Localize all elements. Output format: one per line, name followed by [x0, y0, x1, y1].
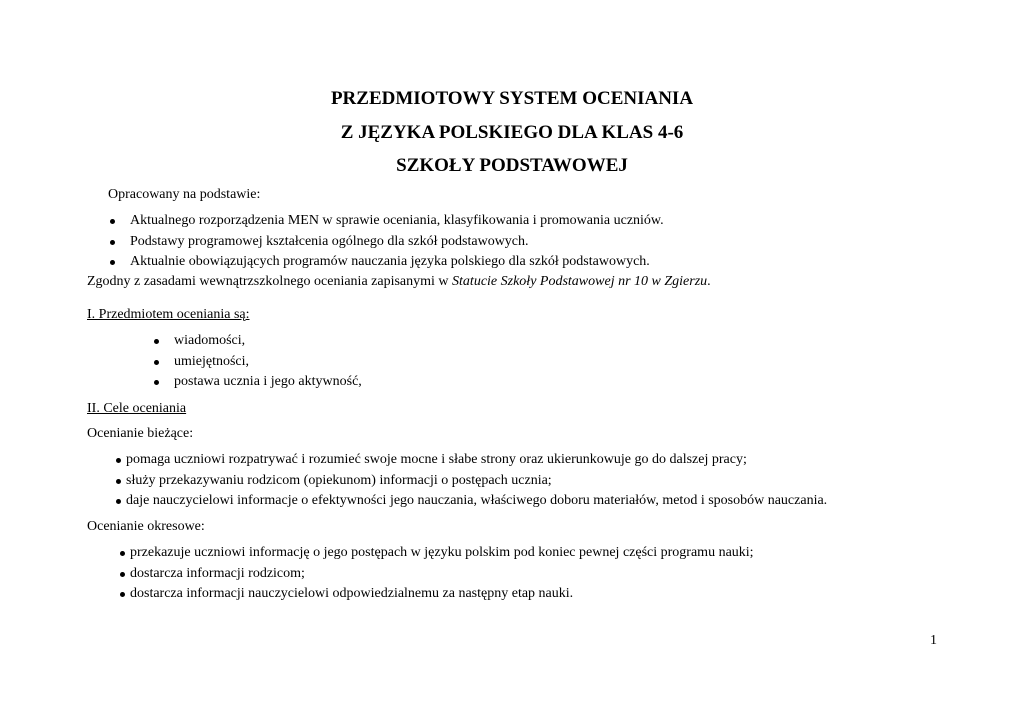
bullet-icon [120, 551, 125, 556]
document-title-line-3: SZKOŁY PODSTAWOWEJ [396, 155, 628, 176]
list-item: Aktualnego rozporządzenia MEN w sprawie oceniania, klasyfikowania i promowania uczniów. [108, 211, 664, 232]
document-title-line-1: PRZEDMIOTOWY SYSTEM OCENIANIA [330, 88, 694, 109]
bullet-icon [116, 458, 121, 463]
bullet-icon [120, 572, 125, 577]
list-item: dostarcza informacji nauczycielowi odpowiedzialnemu za następny etap nauki. [118, 584, 754, 605]
list-item: służy przekazywaniu rodzicom (opiekunom) informacji o postępach ucznia; [114, 471, 827, 492]
intro-text: Opracowany na podstawie: [108, 187, 261, 202]
list-item: wiadomości, [152, 331, 362, 352]
list-item: Podstawy programowej kształcenia ogólnego dla szkół podstawowych. [108, 232, 664, 253]
current-assessment-label: Ocenianie bieżące: [87, 426, 194, 441]
bullet-icon [154, 339, 159, 344]
section-1-heading: I. Przedmiotem oceniania są: [87, 307, 250, 322]
bullet-icon [110, 260, 115, 265]
current-assessment-list [114, 450, 827, 512]
compliance-text: Zgodny z zasadami wewnątrzszkolnego oceniania zapisanymi w Statucie Szkoły Podstawowej nr 10 w Zgierzu. [87, 274, 711, 289]
section-2-heading: II. Cele oceniania [87, 401, 187, 416]
list-item: umiejętności, [152, 352, 362, 373]
bullet-icon [154, 380, 159, 385]
bullet-icon [110, 240, 115, 245]
list-item: dostarcza informacji rodzicom; [118, 564, 754, 585]
page-number: 1 [930, 633, 937, 648]
document-title-line-2: Z JĘZYKA POLSKIEGO DLA KLAS 4-6 [340, 122, 684, 143]
sources-list [108, 211, 664, 273]
bullet-icon [116, 499, 121, 504]
list-item: daje nauczycielowi informacje o efektywności jego nauczania, właściwego doboru materiałów, metod i sposobów nauczania. [114, 491, 827, 512]
periodic-assessment-label: Ocenianie okresowe: [87, 519, 205, 534]
list-item: pomaga uczniowi rozpatrywać i rozumieć swoje mocne i słabe strony oraz ukierunkowuje go do dalszej pracy; [114, 450, 827, 471]
bullet-icon [154, 360, 159, 365]
bullet-icon [116, 479, 121, 484]
assessment-scope-list [152, 331, 362, 393]
list-item: postawa ucznia i jego aktywność, [152, 372, 362, 393]
bullet-icon [110, 219, 115, 224]
bullet-icon [120, 592, 125, 597]
list-item: Aktualnie obowiązujących programów nauczania języka polskiego dla szkół podstawowych. [108, 252, 664, 273]
periodic-assessment-list [118, 543, 754, 605]
statute-reference: Statucie Szkoły Podstawowej nr 10 w Zgierzu [452, 274, 708, 289]
list-item: przekazuje uczniowi informację o jego postępach w języku polskim pod koniec pewnej części programu nauki; [118, 543, 754, 564]
